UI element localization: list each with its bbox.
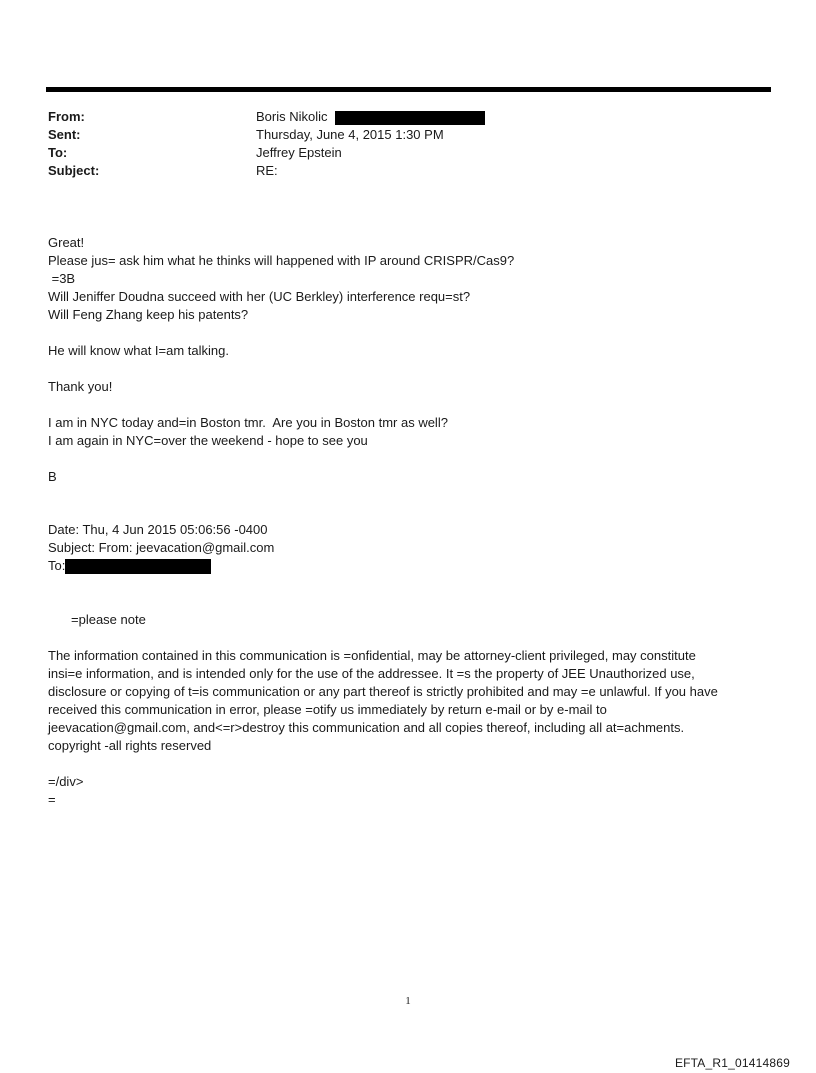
html-trailer: = bbox=[48, 792, 56, 807]
from-value bbox=[256, 108, 485, 126]
quoted-to-row bbox=[48, 557, 211, 575]
header-rule bbox=[46, 87, 771, 92]
disclaimer-line: received this communication in error, please =otify us immediately by return e-mail or by e-mail to bbox=[48, 702, 607, 717]
to-label: To: bbox=[48, 145, 68, 160]
quoted-note: =please note bbox=[71, 612, 146, 627]
sent-label: Sent: bbox=[48, 127, 81, 142]
body-line: I am in NYC today and=in Boston tmr. Are you in Boston tmr as well? bbox=[48, 415, 448, 430]
from-name: Boris Nikolic bbox=[256, 109, 328, 124]
to-value: Jeffrey Epstein bbox=[256, 145, 342, 160]
subject-value: RE: bbox=[256, 163, 278, 178]
body-line: Will Feng Zhang keep his patents? bbox=[48, 307, 249, 322]
from-label: From: bbox=[48, 109, 85, 124]
body-line: Great! bbox=[48, 235, 85, 250]
quoted-date: Date: Thu, 4 Jun 2015 05:06:56 -0400 bbox=[48, 522, 268, 537]
page-number: 1 bbox=[405, 995, 411, 1007]
body-line: =3B bbox=[48, 271, 76, 286]
disclaimer-line: copyright -all rights reserved bbox=[48, 738, 212, 753]
disclaimer-line: insi=e information, and is intended only for the use of the addressee. It =s the property of JEE Unauthorized use, bbox=[48, 666, 695, 681]
quoted-to-label: To: bbox=[48, 558, 66, 573]
body-line: Will Jeniffer Doudna succeed with her (UC Berkley) interference requ=st? bbox=[48, 289, 471, 304]
redaction-block bbox=[335, 111, 485, 125]
disclaimer-line: The information contained in this communication is =onfidential, may be attorney-client privileged, may constitute bbox=[48, 648, 696, 663]
sent-value: Thursday, June 4, 2015 1:30 PM bbox=[256, 127, 444, 142]
quoted-subject: Subject: From: jeevacation@gmail.com bbox=[48, 540, 275, 555]
body-line: I am again in NYC=over the weekend - hope to see you bbox=[48, 433, 368, 448]
redaction-block bbox=[65, 559, 211, 574]
body-line: He will know what I=am talking. bbox=[48, 343, 229, 358]
html-trailer: =/div> bbox=[48, 774, 84, 789]
body-line: Please jus= ask him what he thinks will happened with IP around CRISPR/Cas9? bbox=[48, 253, 515, 268]
document-id: EFTA_R1_01414869 bbox=[674, 1056, 790, 1070]
disclaimer-line: disclosure or copying of t=is communication or any part thereof is strictly prohibited and may =e unlawful. If you have bbox=[48, 684, 718, 699]
body-line: Thank you! bbox=[48, 379, 113, 394]
body-line: B bbox=[48, 469, 57, 484]
subject-label: Subject: bbox=[48, 163, 100, 178]
disclaimer-line: jeevacation@gmail.com, and<=r>destroy this communication and all copies thereof, including all at=achments. bbox=[48, 720, 685, 735]
